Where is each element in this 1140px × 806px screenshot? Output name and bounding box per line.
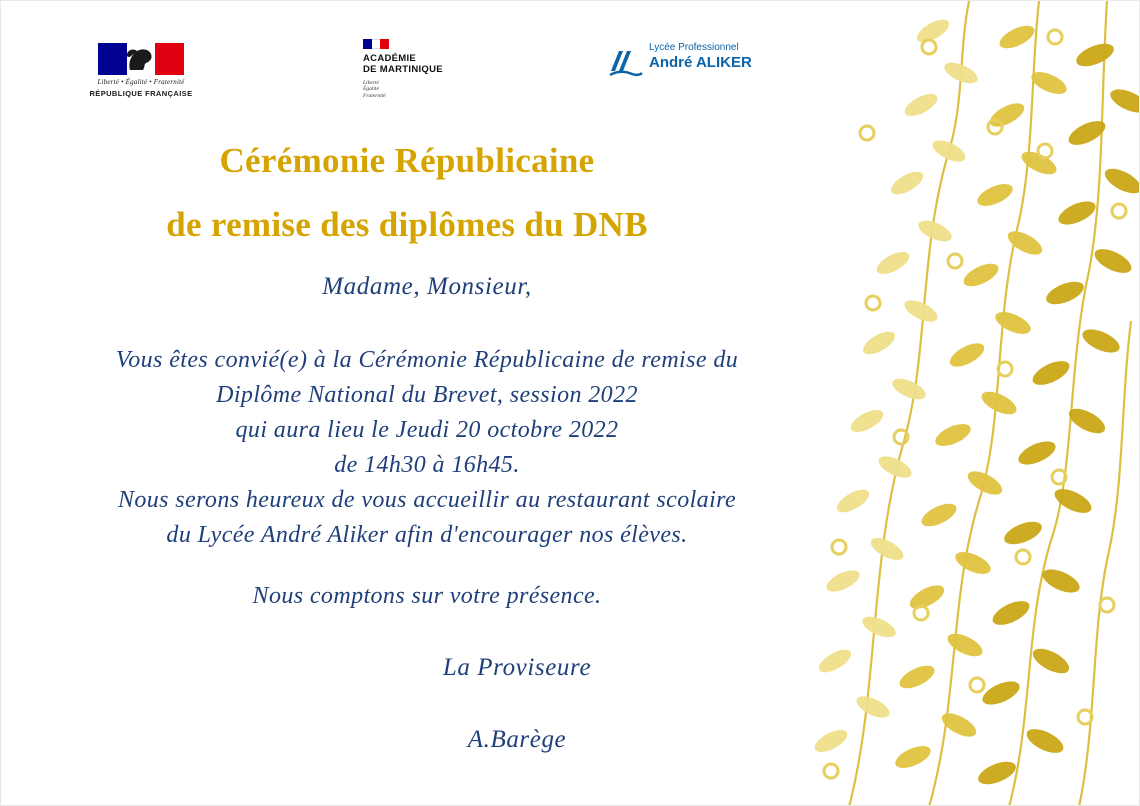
lycee-line2: André ALIKER [649,54,752,71]
invitation-body [41,273,813,754]
paragraph-1-line-4: de 14h30 à 16h45. [334,452,520,478]
marianne-profile-icon [124,46,158,72]
signature-name: A.Barège [467,726,567,753]
header-logos [1,29,811,109]
french-flag-icon-small [363,39,389,49]
republique-francaise-logo [87,43,195,98]
paragraph-2-line-2: du Lycée André Aliker afin d'encourager nos élèves. [166,522,688,548]
paragraph-1-line-1: Vous êtes convié(e) à la Cérémonie Républicaine de remise du [115,347,739,373]
title-line-2: de remise des diplômes du DNB [166,205,648,244]
academie-motto: Liberté Égalité Fraternité [363,80,386,99]
lycee-andre-aliker-logo [609,41,809,71]
academie-line2: DE MARTINIQUE [363,64,443,75]
paragraph-2 [41,483,813,553]
academie-de-martinique-logo [363,39,513,99]
paragraph-1-line-2: Diplôme National du Brevet, session 2022 [216,382,638,408]
paragraph-1-line-3: qui aura lieu le Jeudi 20 octobre 2022 [235,417,619,443]
foliage-decoration [809,1,1139,806]
paragraph-2-line-1: Nous serons heureux de vous accueillir au restaurant scolaire [117,487,737,513]
lycee-line1: Lycée Professionnel [649,42,739,53]
double-a-monogram-icon [609,47,643,77]
paragraph-1 [41,343,813,483]
closing-line: Nous comptons sur votre présence. [252,583,602,609]
academie-line1: ACADÉMIE [363,53,417,64]
document-title [1,129,813,257]
title-line-1: Cérémonie Républicaine [219,141,595,180]
french-flag-icon [98,43,184,75]
signature-role: La Proviseure [442,654,592,681]
salutation: Madame, Monsieur, [322,273,532,300]
republic-motto: Liberté • Égalité • Fraternité [97,78,185,86]
republic-name: RÉPUBLIQUE FRANÇAISE [89,89,193,98]
